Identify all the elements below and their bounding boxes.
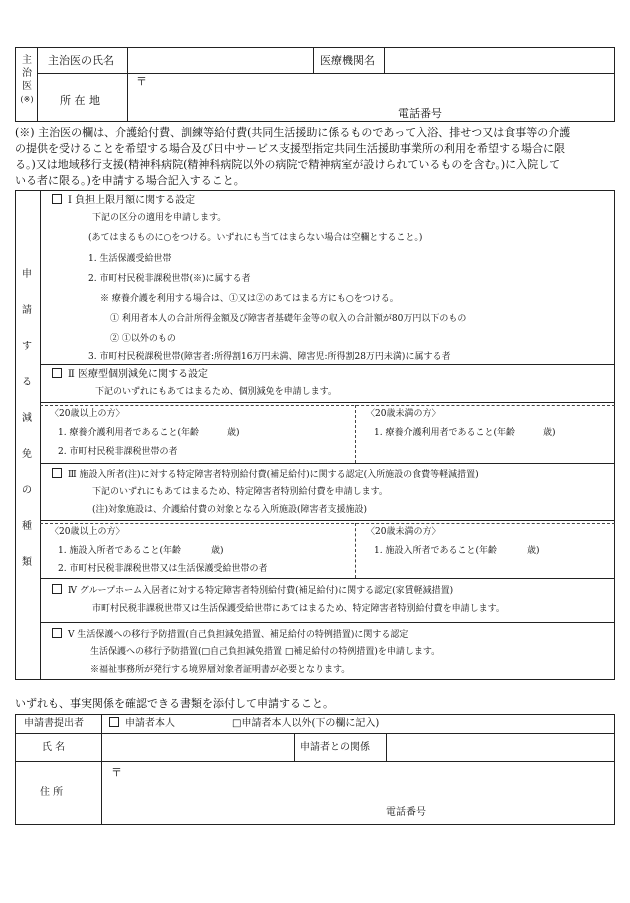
section1-item2[interactable]: 2. 市町村民税非課税世帯(※)に属する者 <box>88 274 251 284</box>
section1-item1[interactable]: 1. 生活保護受給世帯 <box>88 254 172 264</box>
section5-checkbox[interactable] <box>52 628 62 638</box>
section3-adult2: 2. 市町村民税非課税世帯又は生活保護受給世帯の者 <box>58 564 268 574</box>
doctor-note-line1: (※) 主治医の欄は、介護給付費、訓練等給付費(共同生活援助に係るものであって入浴、排せつ又は食事等の介護 <box>15 126 571 139</box>
section3-desc: 下記のいずれにもあてはまるため、特定障害者特別給付費を申請します。 <box>92 487 388 497</box>
doctor-note-line4: いる者に限る。)を申請する場合記入すること。 <box>15 174 245 187</box>
section1-checkbox[interactable] <box>52 194 62 204</box>
doctor-phone-field[interactable] <box>450 104 610 120</box>
section4-title: Ⅳ グループホーム入居者に対する特定障害者特別給付費(補足給付)に関する認定(家賃軽減措置) <box>52 584 453 597</box>
submitter-address-field[interactable] <box>126 766 386 804</box>
section3-note: (注)対象施設は、介護給付費の対象となる入所施設(障害者支援施設) <box>92 505 368 515</box>
section1-title: Ⅰ 負担上限月額に関する設定 <box>52 194 195 207</box>
relation-field[interactable] <box>388 735 612 759</box>
reduction-side-label: 申 請 す る 減 免 の 種 類 <box>22 269 32 568</box>
section1-desc: 下記の区分の適用を申請します。 <box>92 213 227 223</box>
section2-child1: 1. 療養介護利用者であること(年齢 歳) <box>374 428 556 438</box>
section3-checkbox[interactable] <box>52 468 62 478</box>
submitter-name-label: 氏 名 <box>42 742 66 753</box>
footer-note: いずれも、事実関係を確認できる書類を添付して申請すること。 <box>15 697 334 710</box>
section2-adult1: 1. 療養介護利用者であること(年齢 歳) <box>58 428 240 438</box>
section5-title: Ⅴ 生活保護への移行予防措置(自己負担減免措置、補足給付の特例措置)に関する認定 <box>52 628 408 641</box>
section2-child-label: 〈20歳未満の方〉 <box>366 409 441 419</box>
section3-title: Ⅲ 施設入所者(注)に対する特定障害者特別給付費(補足給付)に関する認定(入所施設の食費等軽減措置) <box>52 468 479 481</box>
section2-title: Ⅱ 医療型個別減免に関する設定 <box>52 368 208 381</box>
institution-label: 医療機関名 <box>320 54 375 67</box>
submitter-phone-field[interactable] <box>440 804 610 822</box>
section2-desc: 下記のいずれにもあてはまるため、個別減免を申請します。 <box>95 387 337 397</box>
section5-note: ※福祉事務所が発行する境界層対象者証明書が必要となります。 <box>90 665 351 675</box>
doctor-phone-label: 電話番号 <box>398 107 442 120</box>
doctor-name-label: 主治医の氏名 <box>48 54 114 67</box>
submitter-address-label: 住 所 <box>40 787 64 798</box>
submitter-phone-label: 電話番号 <box>386 807 426 818</box>
section1-sub1[interactable]: ① 利用者本人の合計所得金額及び障害者基礎年金等の収入の合計額が80万円以下のもの <box>110 314 467 324</box>
doctor-side-label: 主 治 医 (※) <box>20 55 34 104</box>
doctor-name-field[interactable] <box>129 49 311 71</box>
section2-checkbox[interactable] <box>52 368 62 378</box>
section4-checkbox[interactable] <box>52 584 62 594</box>
submitter-self-checkbox[interactable] <box>109 717 119 727</box>
section5-desc[interactable]: 生活保護への移行予防措置(□自己負担減免措置 □補足給付の特例措置)を申請します。 <box>90 647 441 657</box>
section2-adult2: 2. 市町村民税非課税世帯の者 <box>58 447 178 457</box>
doctor-address-label: 所 在 地 <box>60 94 100 107</box>
submitter-postal-mark: 〒 <box>111 766 122 779</box>
relation-label: 申請者との関係 <box>300 742 370 753</box>
section1-item3[interactable]: 3. 市町村民税課税世帯(障害者:所得割16万円未満、障害児:所得割28万円未満)に属する者 <box>88 352 451 362</box>
submitter-opt-other[interactable]: □申請者本人以外(下の欄に記入) <box>232 718 380 729</box>
section3-child-label: 〈20歳未満の方〉 <box>366 527 441 537</box>
section3-child1: 1. 施設入所者であること(年齢 歳) <box>374 546 540 556</box>
section1-hint: (あてはまるものに○をつける。いずれにも当てはまらない場合は空欄とすること。) <box>88 233 423 243</box>
submitter-opt-self[interactable]: 申請者本人 <box>109 717 175 730</box>
section1-sub2[interactable]: ② ①以外のもの <box>110 334 176 344</box>
doctor-note-line3: る。)又は地域移行支援(精神科病院(精神科病院以外の病院で精神病室が設けられているものを含む。)に入院して <box>15 158 561 171</box>
section2-adult-label: 〈20歳以上の方〉 <box>50 409 125 419</box>
section3-adult1: 1. 施設入所者であること(年齢 歳) <box>58 546 224 556</box>
institution-field[interactable] <box>386 49 612 71</box>
submitter-name-field[interactable] <box>103 735 292 759</box>
submitter-label: 申請書提出者 <box>24 718 84 729</box>
section4-desc: 市町村民税非課税世帯又は生活保護受給世帯にあてはまるため、特定障害者特別給付費を申請します。 <box>92 604 505 614</box>
doctor-note-line2: の提供を受けることを希望する場合及び日中サービス支援型指定共同生活援助事業所の利用を希望する場合に限 <box>15 142 565 155</box>
postal-mark: 〒 <box>136 75 147 88</box>
doctor-address-field[interactable] <box>150 76 390 116</box>
section3-adult-label: 〈20歳以上の方〉 <box>50 527 125 537</box>
section1-sub-note: ※ 療養介護を利用する場合は、①又は②のあてはまる方にも○をつける。 <box>100 294 399 304</box>
